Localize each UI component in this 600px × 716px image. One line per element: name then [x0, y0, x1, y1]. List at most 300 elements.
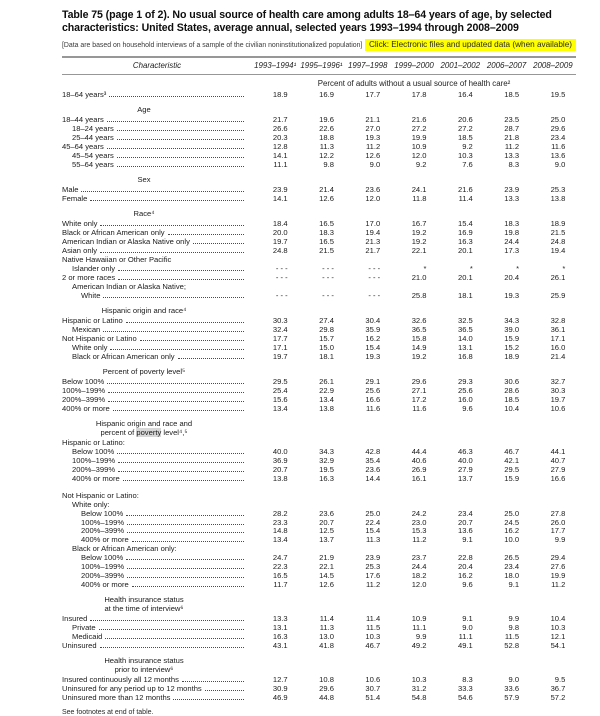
- row-label: 100%–199%: [81, 517, 125, 527]
- data-cell: 52.8: [504, 641, 520, 650]
- table-row: [62, 694, 576, 703]
- data-cell: 42.8: [365, 447, 381, 457]
- data-cell: [530, 492, 576, 501]
- data-cell: 15.4: [365, 342, 381, 352]
- data-cell: 16.7: [411, 219, 427, 229]
- row-stub: [62, 475, 252, 484]
- row-stub: [62, 161, 252, 170]
- data-cell: 32.4: [272, 325, 288, 335]
- data-cell: 39.0: [504, 325, 520, 335]
- table-row: [62, 283, 576, 292]
- data-cell: 13.8: [550, 194, 566, 204]
- data-cell: 10.4: [550, 614, 566, 624]
- data-cell: 11.2: [551, 579, 566, 589]
- data-cell: 11.8: [412, 194, 427, 204]
- dot-leader: [178, 358, 244, 359]
- section-heading: Age: [137, 104, 151, 114]
- data-cell: 54.6: [458, 693, 473, 703]
- data-cell: 32.6: [411, 316, 427, 326]
- column-header-characteristic: Characteristic: [132, 60, 182, 70]
- data-cell: 17.3: [504, 246, 520, 256]
- population-note: [Data are based on household interviews of a sample of the civilian noninstitutionalized population]: [62, 41, 363, 49]
- data-cell: 9.9: [415, 632, 427, 642]
- data-cell: 25.0: [365, 508, 381, 518]
- dot-leader: [118, 270, 244, 271]
- data-cell: 24.7: [272, 553, 288, 563]
- data-cell: 10.3: [411, 675, 427, 685]
- data-cell: 18.1: [319, 351, 334, 361]
- data-cell: 44.1: [550, 447, 566, 457]
- table-row: [62, 161, 576, 170]
- dot-leader: [117, 157, 244, 158]
- dot-leader: [117, 139, 244, 140]
- data-cell: 27.9: [550, 465, 566, 474]
- data-cell: 18.9: [504, 351, 520, 361]
- column-header-year-2008-2009: 2008–2009: [533, 60, 573, 70]
- data-cell: 25.0: [550, 115, 566, 125]
- section-heading: Hispanic origin and race and percent of poverty level⁴,⁵: [95, 418, 193, 437]
- data-cell: 13.0: [319, 632, 334, 642]
- data-cell: 18.2: [411, 570, 427, 580]
- row-label: Native Hawaiian or Other Pacific: [62, 255, 172, 265]
- table-row: [62, 152, 576, 161]
- electronic-files-link[interactable]: Click: Electronic files and updated data (when available): [365, 39, 576, 51]
- data-cell: - - -: [322, 272, 334, 282]
- data-cell: 10.3: [550, 623, 566, 633]
- data-cell: 11.3: [365, 535, 381, 545]
- data-cell: 43.1: [272, 641, 288, 650]
- dot-leader: [173, 699, 244, 700]
- data-cell: 13.4: [272, 535, 288, 545]
- row-label: Hispanic or Latino:: [62, 438, 125, 448]
- data-cell: 11.4: [458, 194, 473, 204]
- data-cell: 9.0: [369, 159, 381, 169]
- row-label: Below 100%: [62, 377, 105, 387]
- data-cell: 23.5: [504, 115, 520, 125]
- section-heading: Percent of poverty level⁵: [102, 366, 186, 376]
- dot-leader: [81, 191, 244, 192]
- data-cell: 49.2: [411, 641, 427, 650]
- data-cell: 21.4: [550, 351, 566, 361]
- data-cell: 10.9: [411, 141, 427, 151]
- data-cell: 26.5: [504, 553, 520, 563]
- data-cell: 9.8: [508, 623, 520, 633]
- data-cell: 28.2: [272, 508, 288, 518]
- dot-leader: [127, 524, 244, 525]
- data-cell: 9.9: [554, 535, 566, 545]
- data-cell: 24.1: [411, 185, 427, 195]
- data-cell: 19.7: [550, 394, 566, 404]
- data-cell: 15.3: [411, 526, 427, 536]
- data-cell: 23.4: [550, 133, 566, 143]
- data-cell: 25.9: [550, 290, 566, 300]
- data-cell: 11.6: [412, 403, 427, 413]
- data-cell: 10.0: [504, 535, 520, 545]
- dot-leader: [107, 383, 244, 384]
- data-cell: 29.1: [365, 377, 381, 387]
- data-cell: 13.4: [272, 403, 288, 413]
- data-cell: [483, 256, 529, 265]
- data-cell: 11.4: [365, 614, 381, 624]
- table-header-row: [62, 56, 576, 75]
- data-cell: 17.1: [550, 333, 566, 343]
- data-cell: 16.5: [319, 219, 334, 229]
- data-cell: - - -: [322, 264, 334, 273]
- table-spanner: Percent of adults without a usual source of health care²: [317, 78, 511, 88]
- row-label: White only: [72, 342, 108, 352]
- data-cell: *: [562, 264, 566, 273]
- section-heading-row: [62, 100, 576, 117]
- data-cell: 15.7: [319, 333, 334, 343]
- data-cell: 40.0: [272, 447, 288, 457]
- data-cell: 29.6: [319, 684, 334, 694]
- dot-leader: [193, 243, 244, 244]
- row-label: 18–44 years: [62, 115, 104, 125]
- data-cell: 19.5: [550, 89, 566, 99]
- data-cell: 57.9: [504, 693, 520, 703]
- row-label: White only:: [72, 499, 110, 509]
- data-cell: 21.4: [319, 185, 334, 195]
- data-cell: 11.1: [458, 632, 473, 642]
- dot-leader: [90, 620, 244, 621]
- data-cell: 19.4: [365, 228, 381, 238]
- row-stub: [62, 353, 252, 362]
- data-cell: 12.1: [550, 632, 566, 642]
- section-heading-row: [62, 204, 576, 221]
- data-cell: 25.4: [272, 386, 288, 396]
- data-cell: 21.5: [319, 246, 334, 256]
- data-cell: 24.4: [504, 237, 520, 247]
- data-cell: - - -: [275, 272, 288, 282]
- table-row: [62, 475, 576, 484]
- data-cell: 33.3: [458, 684, 473, 694]
- data-cell: 7.6: [462, 159, 473, 169]
- data-cell: 15.4: [365, 526, 381, 536]
- data-cell: - - -: [368, 272, 381, 282]
- data-cell: 12.6: [319, 194, 334, 204]
- data-cell: 18.9: [272, 89, 288, 99]
- data-cell: 54.8: [411, 693, 427, 703]
- dot-leader: [117, 130, 244, 131]
- column-header-year-2006-2007: 2006–2007: [486, 60, 527, 70]
- data-cell: 9.0: [508, 675, 520, 685]
- data-cell: 26.1: [550, 272, 566, 282]
- data-cell: 11.1: [412, 623, 427, 633]
- data-cell: - - -: [275, 290, 288, 300]
- dot-leader: [103, 331, 244, 332]
- table-row: [62, 353, 576, 362]
- subtitle-row: [62, 39, 576, 51]
- data-cell: 25.6: [458, 386, 473, 396]
- dot-leader: [126, 322, 244, 323]
- dot-leader: [182, 681, 244, 682]
- data-cell: 23.6: [365, 185, 381, 195]
- row-label: American Indian or Alaska Native only: [62, 237, 190, 247]
- row-stub: [62, 195, 252, 204]
- data-cell: 18.5: [504, 89, 520, 99]
- dot-leader: [109, 96, 244, 97]
- data-cell: 49.1: [458, 641, 473, 650]
- dot-leader: [113, 410, 244, 411]
- table-row: [62, 405, 576, 414]
- row-label: Not Hispanic or Latino:: [62, 490, 139, 500]
- data-cell: 34.3: [319, 447, 334, 457]
- footnote-reference: See footnotes at end of table.: [62, 709, 154, 716]
- data-cell: 35.9: [365, 325, 381, 335]
- data-cell: 16.4: [458, 89, 473, 99]
- data-cell: 18.3: [504, 219, 520, 229]
- data-cell: 13.1: [458, 342, 473, 352]
- data-cell: 20.0: [272, 228, 288, 238]
- data-cell: 25.3: [365, 562, 381, 572]
- data-cell: 18.4: [272, 219, 288, 229]
- data-cell: 19.2: [411, 351, 427, 361]
- data-cell: 23.6: [365, 465, 381, 474]
- data-cell: 17.0: [365, 219, 381, 229]
- data-cell: 29.6: [550, 124, 566, 134]
- data-cell: 22.8: [458, 553, 473, 563]
- data-cell: 30.9: [272, 684, 288, 694]
- dot-leader: [205, 690, 244, 691]
- data-cell: 20.4: [458, 562, 473, 572]
- data-cell: 24.2: [411, 508, 427, 518]
- data-cell: 46.9: [272, 693, 288, 703]
- row-label: Uninsured more than 12 months: [62, 693, 171, 703]
- data-cell: 11.2: [365, 579, 381, 589]
- data-cell: 16.5: [319, 237, 334, 247]
- data-cell: [391, 492, 437, 501]
- data-cell: 12.0: [411, 579, 427, 589]
- data-cell: 27.8: [550, 508, 566, 518]
- dot-leader: [107, 148, 244, 149]
- data-cell: 15.0: [319, 342, 334, 352]
- dot-leader: [108, 401, 244, 402]
- data-cell: 16.1: [411, 473, 427, 483]
- data-cell: 32.9: [319, 456, 334, 466]
- row-label: 200%–399%: [62, 394, 106, 404]
- data-cell: 21.8: [504, 133, 520, 143]
- data-cell: [345, 492, 391, 501]
- data-cell: 15.4: [458, 219, 473, 229]
- data-cell: 11.1: [273, 159, 288, 169]
- data-cell: 35.4: [365, 456, 381, 466]
- data-cell: 32.7: [550, 377, 566, 387]
- data-cell: 17.7: [365, 89, 381, 99]
- data-cell: 12.5: [319, 526, 334, 536]
- data-cell: 26.9: [411, 465, 427, 474]
- data-cell: 19.9: [411, 133, 427, 143]
- data-cell: 15.6: [272, 394, 288, 404]
- section-heading-row: [62, 362, 576, 379]
- data-cell: 20.1: [458, 272, 473, 282]
- row-label: Black or African American only: [72, 351, 175, 361]
- data-cell: 27.2: [411, 124, 427, 134]
- data-cell: 33.6: [504, 684, 520, 694]
- data-cell: 10.6: [365, 675, 381, 685]
- data-cell: 9.0: [554, 159, 566, 169]
- row-label: 400% or more: [81, 535, 129, 545]
- data-cell: 10.9: [411, 614, 427, 624]
- row-stub: [62, 642, 252, 651]
- dot-leader: [118, 462, 244, 463]
- data-cell: 18.9: [550, 219, 566, 229]
- row-stub: [62, 405, 252, 414]
- dot-leader: [123, 480, 244, 481]
- section-heading: Sex: [137, 174, 151, 184]
- data-cell: 14.9: [411, 342, 427, 352]
- row-label: White: [81, 290, 101, 300]
- dot-leader: [110, 349, 244, 350]
- data-cell: 13.7: [319, 535, 334, 545]
- data-cell: 10.3: [365, 632, 381, 642]
- data-cell: [530, 256, 576, 265]
- row-label: 400% or more: [81, 579, 129, 589]
- dot-leader: [127, 568, 244, 569]
- data-cell: 46.7: [504, 447, 520, 457]
- row-stub: [62, 91, 252, 100]
- data-cell: 18.5: [504, 394, 520, 404]
- data-cell: 9.6: [462, 579, 473, 589]
- data-cell: 11.4: [319, 614, 334, 624]
- data-cell: 20.6: [458, 115, 473, 125]
- section-heading: Hispanic origin and race⁴: [101, 305, 187, 315]
- data-cell: 36.5: [411, 325, 427, 335]
- section-heading: Race⁴: [133, 208, 155, 218]
- dot-leader: [100, 647, 244, 648]
- data-cell: 9.6: [462, 403, 473, 413]
- data-cell: [298, 492, 344, 501]
- data-cell: 18.5: [458, 133, 473, 143]
- data-cell: 21.6: [411, 115, 427, 125]
- data-cell: 51.4: [365, 693, 381, 703]
- data-cell: 27.1: [411, 386, 427, 396]
- data-cell: 28.7: [504, 124, 520, 134]
- dot-leader: [107, 121, 244, 122]
- data-cell: 19.9: [550, 570, 566, 580]
- data-cell: 9.2: [462, 141, 473, 151]
- data-cell: 22.1: [319, 562, 334, 572]
- data-cell: 36.5: [458, 325, 473, 335]
- data-cell: 16.3: [458, 237, 473, 247]
- row-label: 100%–199%: [72, 456, 116, 466]
- section-heading: Health insurance status at the time of interview⁶: [104, 594, 184, 613]
- data-cell: 13.1: [272, 623, 288, 633]
- table-row: [62, 615, 576, 624]
- data-cell: 11.2: [412, 535, 427, 545]
- data-cell: 26.0: [550, 517, 566, 527]
- dot-leader: [100, 252, 244, 253]
- row-label: Medicaid: [72, 632, 103, 642]
- data-cell: 22.3: [272, 562, 288, 572]
- data-cell: 25.8: [411, 290, 427, 300]
- data-cell: 14.5: [319, 570, 334, 580]
- data-cell: 30.6: [504, 377, 520, 387]
- data-cell: 23.3: [272, 517, 288, 527]
- row-label: 18–64 years³: [62, 89, 107, 99]
- data-cell: 13.4: [319, 394, 334, 404]
- data-cell: 46.3: [458, 447, 473, 457]
- dot-leader: [100, 225, 244, 226]
- data-cell: 24.4: [411, 562, 427, 572]
- data-cell: 18.8: [319, 133, 334, 143]
- column-header-year-1995-1996: 1995–1996¹: [300, 60, 343, 70]
- table-row: [62, 91, 576, 100]
- data-cell: 29.5: [504, 465, 520, 474]
- data-cell: 19.6: [319, 115, 334, 125]
- data-cell: 17.8: [411, 89, 427, 99]
- row-label: Below 100%: [72, 447, 115, 457]
- data-cell: 19.2: [411, 237, 427, 247]
- data-cell: 16.6: [365, 394, 381, 404]
- row-label: White only: [62, 219, 98, 229]
- data-cell: 23.0: [411, 517, 427, 527]
- data-cell: 40.0: [458, 456, 473, 466]
- data-cell: 22.4: [365, 517, 381, 527]
- row-label: 2 or more races: [62, 272, 116, 282]
- data-cell: 29.3: [458, 377, 473, 387]
- data-cell: 44.8: [319, 693, 334, 703]
- row-label: 400% or more: [72, 473, 120, 483]
- data-cell: 20.7: [458, 517, 473, 527]
- data-cell: 20.3: [272, 133, 288, 143]
- data-cell: 26.1: [319, 377, 334, 387]
- data-cell: 17.7: [272, 333, 288, 343]
- row-label: 45–54 years: [72, 150, 114, 160]
- data-cell: 16.2: [365, 333, 381, 343]
- data-cell: 31.2: [411, 684, 427, 694]
- data-cell: 28.6: [504, 386, 520, 396]
- row-label: Uninsured: [62, 641, 97, 650]
- data-cell: 17.7: [550, 526, 566, 536]
- data-cell: 29.6: [411, 377, 427, 387]
- data-cell: 54.1: [550, 641, 566, 650]
- row-label: 200%–399%: [81, 570, 125, 580]
- data-cell: - - -: [368, 290, 381, 300]
- data-cell: 8.3: [462, 675, 473, 685]
- data-cell: 20.4: [504, 272, 520, 282]
- table-row: [62, 195, 576, 204]
- data-cell: 40.6: [411, 456, 427, 466]
- data-cell: 29.5: [272, 377, 288, 387]
- data-cell: 40.7: [550, 456, 566, 466]
- data-cell: 15.9: [504, 333, 520, 343]
- data-cell: 11.3: [319, 141, 334, 151]
- data-cell: 26.6: [272, 124, 288, 134]
- row-label: 55–64 years: [72, 159, 114, 169]
- row-label: 100%–199%: [62, 386, 106, 396]
- dot-leader: [105, 638, 244, 639]
- data-cell: 9.9: [508, 614, 520, 624]
- data-cell: 13.6: [550, 150, 566, 160]
- row-label: Private: [72, 623, 96, 633]
- data-cell: 27.0: [365, 124, 381, 134]
- data-cell: [437, 256, 483, 265]
- data-cell: 17.1: [272, 342, 288, 352]
- data-cell: 11.5: [504, 632, 520, 642]
- data-cell: 23.9: [504, 185, 520, 195]
- data-cell: 24.5: [504, 517, 520, 527]
- data-cell: 23.6: [319, 508, 334, 518]
- data-cell: 16.0: [458, 394, 473, 404]
- data-cell: 14.1: [272, 150, 288, 160]
- data-cell: 14.8: [272, 526, 288, 536]
- data-cell: 30.3: [272, 316, 288, 326]
- data-cell: 23.4: [458, 508, 473, 518]
- row-label: Asian only: [62, 246, 98, 256]
- row-label: Hispanic or Latino: [62, 316, 123, 326]
- row-label: Islander only: [72, 264, 116, 273]
- data-cell: 10.8: [319, 675, 334, 685]
